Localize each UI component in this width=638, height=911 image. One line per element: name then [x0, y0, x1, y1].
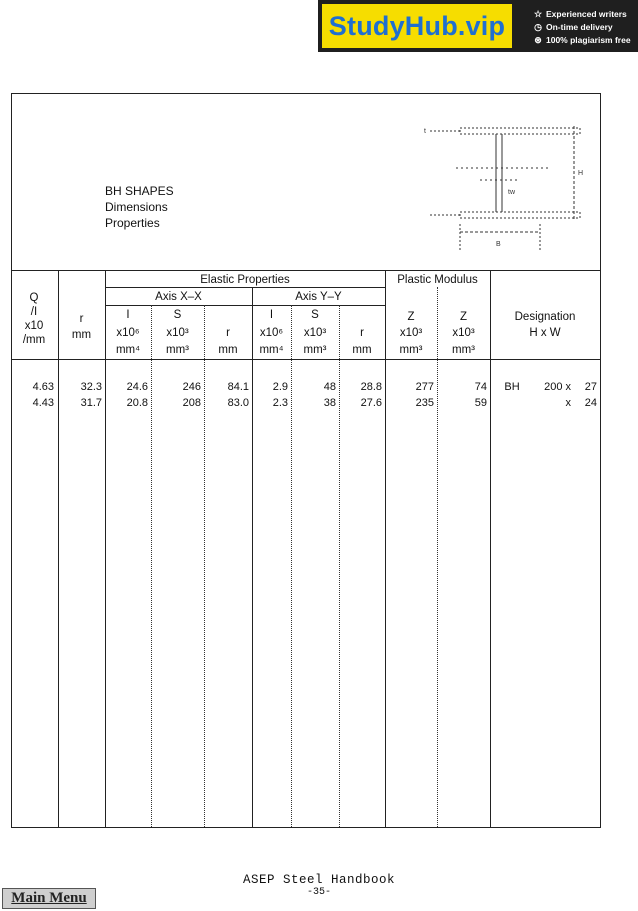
col-divider	[490, 270, 491, 827]
main-menu-button[interactable]: Main Menu	[2, 888, 96, 909]
header-sx-2: x10³	[166, 327, 189, 339]
cell-des-prefix: BH	[504, 381, 520, 393]
cell-ry: 28.8	[360, 381, 382, 393]
header-bottom-rule	[12, 359, 600, 360]
cell-des-w: 24	[584, 397, 597, 409]
cell-sx: 246	[182, 381, 201, 393]
cell-iy: 2.3	[272, 397, 288, 409]
header-rt-2: mm	[71, 329, 92, 341]
header-iy-1: I	[269, 309, 274, 321]
figure-label-tw: tw	[508, 189, 515, 196]
header-ix-3: mm⁴	[115, 344, 141, 356]
badge-icon: ⊛	[534, 35, 542, 45]
clock-icon: ◷	[534, 22, 542, 32]
tagline-writers	[533, 8, 631, 21]
header-qy-4: /mm	[22, 334, 46, 346]
header-sx-3: mm³	[166, 344, 189, 356]
cell-rt: 31.7	[80, 397, 102, 409]
header-qy-3: x10	[24, 320, 44, 332]
axis-rule	[105, 305, 385, 306]
col-divider	[58, 270, 59, 827]
heading-dimensions: Dimensions	[105, 200, 168, 214]
header-sx-1: S	[173, 309, 182, 321]
header-designation-2: H x W	[529, 327, 561, 339]
header-zy-1: Z	[459, 311, 468, 323]
header-axis-x: Axis X–X	[155, 291, 202, 303]
header-iy-3: mm⁴	[259, 344, 284, 356]
header-zx-2: x10³	[399, 327, 423, 339]
header-ry-2: mm	[352, 344, 372, 356]
h-section-diagram	[420, 120, 590, 260]
tagline-plagiarism	[533, 34, 631, 47]
header-plastic: Plastic Modulus	[397, 274, 478, 286]
header-zy-3: mm³	[452, 344, 475, 356]
header-zx-3: mm³	[399, 344, 423, 356]
header-rx-2: mm	[218, 344, 238, 356]
cell-ix: 20.8	[126, 397, 148, 409]
cell-sy: 38	[323, 397, 336, 409]
cell-des-w: 27	[584, 381, 597, 393]
cell-des-h: x	[565, 397, 571, 409]
cell-ry: 27.6	[360, 397, 382, 409]
header-sy-1: S	[311, 309, 319, 321]
cell-rx: 84.1	[227, 381, 249, 393]
header-zx-1: Z	[407, 311, 415, 323]
header-qy-2: /I	[30, 306, 38, 318]
header-axis-y: Axis Y–Y	[295, 291, 342, 303]
figure-label-h: H	[578, 170, 584, 177]
footer-title: ASEP Steel Handbook	[242, 873, 396, 887]
cell-zy: 59	[474, 397, 487, 409]
header-ix-2: x10⁶	[116, 327, 140, 339]
heading-properties: Properties	[105, 216, 160, 230]
star-icon: ☆	[533, 9, 543, 19]
figure-label-tf: t	[424, 128, 426, 135]
col-divider	[252, 287, 253, 827]
cell-zx: 235	[415, 397, 434, 409]
cell-sx: 208	[182, 397, 201, 409]
header-designation-1: Designation	[514, 311, 576, 323]
header-ix-1: I	[126, 309, 130, 321]
cell-ix: 24.6	[126, 381, 148, 393]
col-divider	[437, 287, 438, 827]
cell-zy: 74	[474, 381, 487, 393]
header-sy-2: x10³	[303, 327, 327, 339]
header-elastic: Elastic Properties	[200, 274, 290, 286]
tagline-delivery	[533, 21, 631, 34]
cell-qy: 4.43	[32, 397, 54, 409]
tagline-text: On-time delivery	[546, 22, 613, 32]
header-rx-1: r	[226, 327, 230, 339]
header-rt-1: r	[79, 313, 84, 325]
table-top-rule	[12, 270, 600, 271]
tagline-text: Experienced writers	[546, 9, 627, 19]
header-sy-3: mm³	[303, 344, 327, 356]
cell-zx: 277	[415, 381, 434, 393]
heading-title: BH SHAPES	[105, 184, 174, 198]
figure-label-b: B	[496, 241, 501, 248]
cell-iy: 2.9	[272, 381, 288, 393]
cell-rt: 32.3	[80, 381, 102, 393]
banner-taglines	[533, 8, 631, 47]
document-heading	[105, 183, 174, 231]
elastic-rule	[105, 287, 385, 288]
header-zy-2: x10³	[452, 327, 475, 339]
cell-rx: 83.0	[227, 397, 249, 409]
page-number: -35-	[306, 887, 331, 898]
studyhub-logo[interactable]	[322, 4, 512, 48]
header-qy-1: Q	[29, 292, 39, 304]
cell-sy: 48	[323, 381, 336, 393]
header-ry-1: r	[360, 327, 364, 339]
tagline-text: 100% plagiarism free	[546, 35, 631, 45]
header-iy-2: x10⁶	[259, 327, 284, 339]
cell-qy: 4.63	[32, 381, 54, 393]
studyhub-logo-text: StudyHub.vip	[328, 10, 506, 41]
cell-des-h: 200 x	[544, 381, 571, 393]
